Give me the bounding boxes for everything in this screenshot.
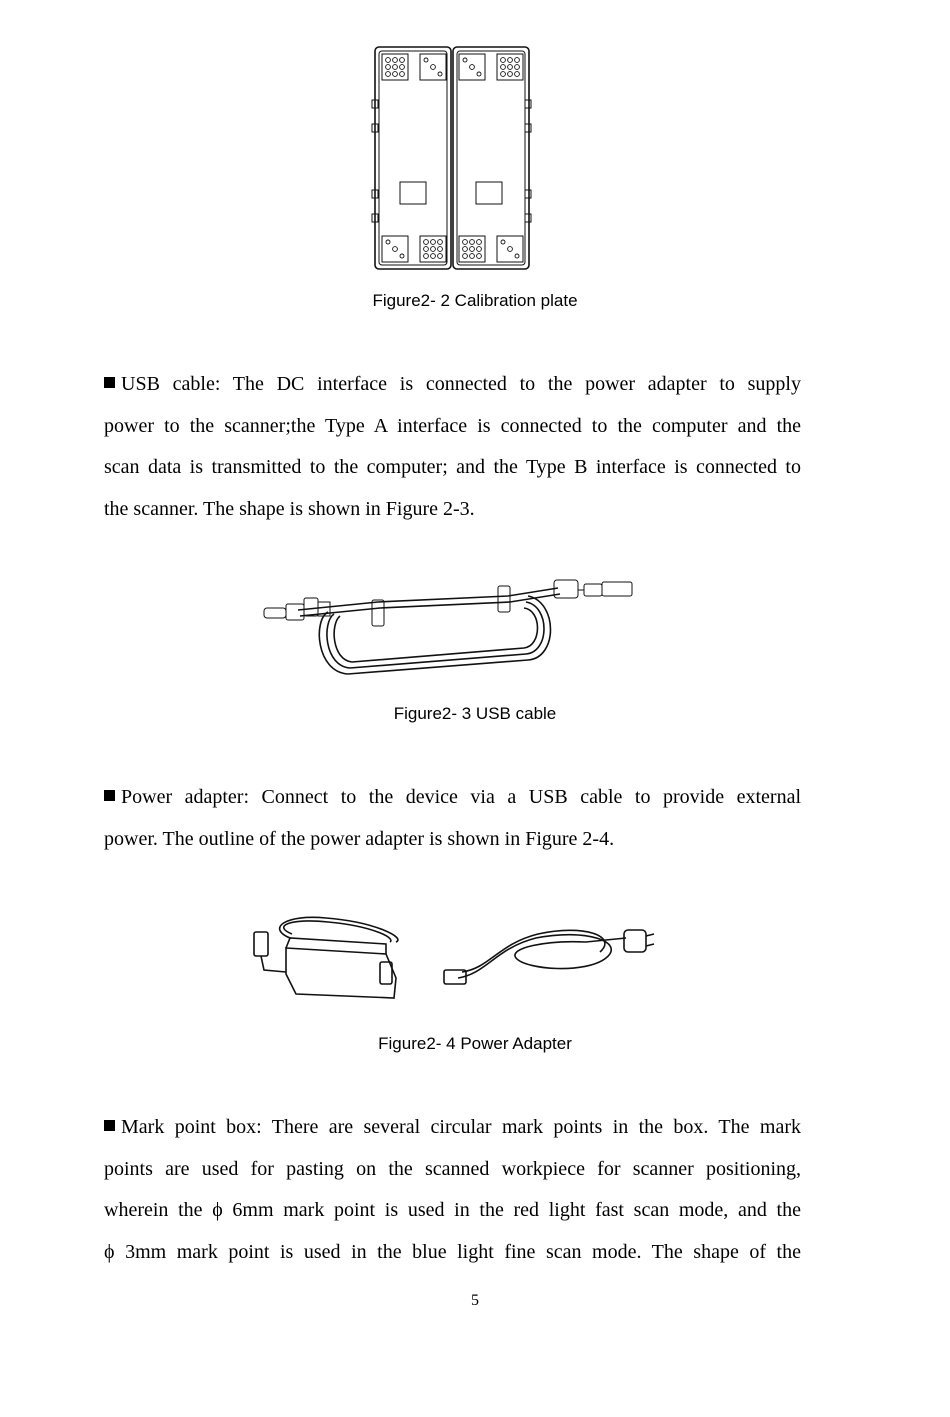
usb-cable-illustration [258, 572, 644, 682]
bullet-square-icon [104, 790, 115, 801]
paragraph-line: ϕ 3mm mark point is used in the blue light fine scan mode. The shape of the [104, 1240, 801, 1263]
paragraph-line: wherein the ϕ 6mm mark point is used in the red light fast scan mode, and the [104, 1199, 801, 1221]
paragraph-line: the scanner. The shape is shown in Figure 2-3. [104, 497, 475, 520]
calibration-plate-illustration [370, 44, 532, 272]
mark-point-box-paragraph [104, 1107, 801, 1273]
line-text: Power adapter: Connect to the device via a USB cable to provide external [121, 786, 801, 808]
paragraph-line [104, 364, 801, 406]
bullet-square-icon [104, 377, 115, 388]
line-text: Mark point box: There are several circular mark points in the box. The mark [121, 1116, 801, 1138]
page-number: 5 [471, 1292, 479, 1309]
usb-cable-paragraph [104, 364, 801, 530]
figure-2-4-caption: Figure2- 4 Power Adapter [378, 1034, 572, 1053]
power-adapter-paragraph [104, 777, 801, 860]
paragraph-line: power. The outline of the power adapter is shown in Figure 2-4. [104, 827, 615, 850]
bullet-square-icon [104, 1120, 115, 1131]
paragraph-line: scan data is transmitted to the computer; and the Type B interface is connected to [104, 456, 801, 478]
figure-2-2-caption: Figure2- 2 Calibration plate [372, 291, 578, 310]
paragraph-line [104, 777, 801, 819]
figure-2-3-caption: Figure2- 3 USB cable [393, 704, 557, 723]
line-text: USB cable: The DC interface is connected to the power adapter to supply [121, 373, 801, 395]
power-adapter-illustration [246, 908, 666, 1004]
paragraph-line [104, 1107, 801, 1149]
paragraph-line: points are used for pasting on the scanned workpiece for scanner positioning, [104, 1157, 801, 1180]
paragraph-line: power to the scanner;the Type A interface is connected to the computer and the [104, 414, 801, 437]
